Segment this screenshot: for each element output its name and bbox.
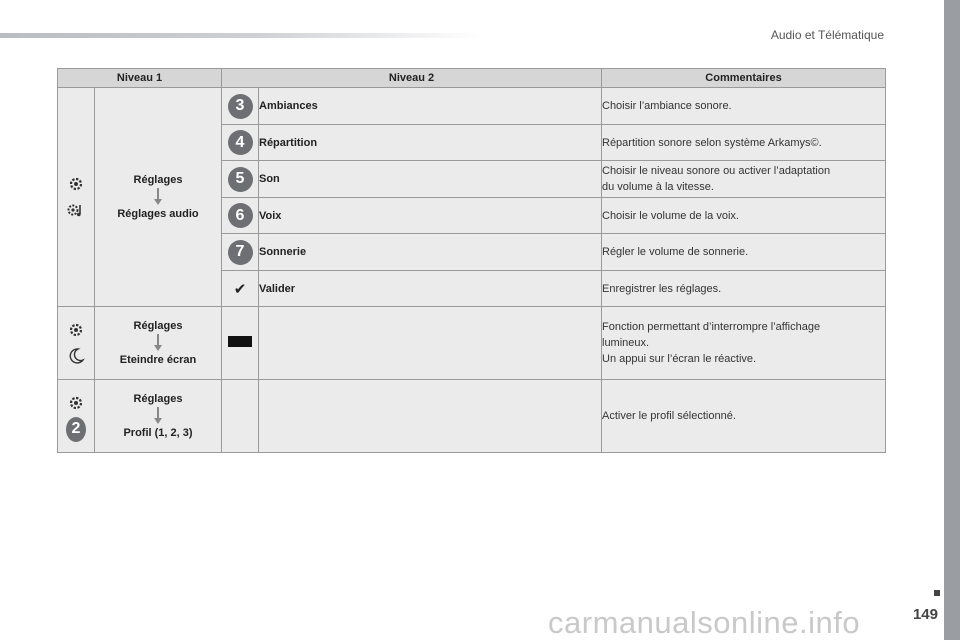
table-row [58, 307, 886, 380]
group1-icons [58, 88, 95, 307]
comment-line: Choisir le niveau sonore ou activer l’adaptation [602, 165, 831, 177]
audio-settings-icon [66, 200, 86, 220]
setting-comment [602, 307, 886, 380]
comment-line: Fonction permettant d’interrompre l’affichage [602, 321, 821, 333]
settings-gear-icon [66, 174, 86, 194]
col-header-level1: Niveau 1 [58, 69, 222, 88]
group3-icons [58, 380, 95, 453]
setting-comment: Enregistrer les réglages. [602, 271, 886, 307]
number-badge: 5 [228, 167, 253, 192]
table-header-row [58, 69, 886, 88]
settings-gear-icon [66, 393, 86, 413]
page-edge-bar [944, 0, 960, 640]
screen-off-icon [228, 336, 252, 347]
group2-menu-path [95, 307, 222, 380]
menu-bottom-label: Réglages audio [117, 208, 199, 220]
setting-label: Son [259, 161, 602, 198]
group2-icons [58, 307, 95, 380]
empty-cell [259, 307, 602, 380]
setting-label: Ambiances [259, 88, 602, 125]
setting-label: Sonnerie [259, 234, 602, 271]
table-row [58, 380, 886, 453]
menu-top-label: Réglages [133, 174, 183, 186]
number-badge: 2 [66, 417, 86, 442]
table-row [58, 88, 886, 125]
number-badge: 7 [228, 240, 253, 265]
setting-comment: Régler le volume de sonnerie. [602, 234, 886, 271]
comment-line: lumineux. [602, 337, 650, 349]
setting-comment [602, 161, 886, 198]
menu-bottom-label: Profil (1, 2, 3) [123, 427, 193, 439]
number-badge: 6 [228, 203, 253, 228]
watermark: carmanualsonline.info [548, 605, 861, 640]
menu-top-label: Réglages [133, 320, 183, 332]
setting-label: Répartition [259, 125, 602, 161]
number-badge: 3 [228, 94, 253, 119]
arrow-down-icon [153, 407, 163, 425]
arrow-down-icon [153, 334, 163, 352]
comment-line: Un appui sur l’écran le réactive. [602, 353, 757, 365]
group3-menu-path [95, 380, 222, 453]
setting-label: Valider [259, 271, 602, 307]
empty-cell [259, 380, 602, 453]
col-header-level2: Niveau 2 [222, 69, 602, 88]
arrow-down-icon [153, 188, 163, 206]
setting-comment: Répartition sonore selon système Arkamys©. [602, 125, 886, 161]
moon-icon [66, 346, 86, 366]
col-header-comments: Commentaires [602, 69, 886, 88]
page-number: 149 [912, 606, 938, 623]
menu-bottom-label: Eteindre écran [119, 354, 197, 366]
page-marker [934, 590, 940, 596]
settings-gear-icon [66, 320, 86, 340]
group1-menu-path [95, 88, 222, 307]
number-badge: 4 [228, 130, 253, 155]
setting-label: Voix [259, 198, 602, 234]
setting-comment: Activer le profil sélectionné. [602, 380, 886, 453]
setting-comment: Choisir le volume de la voix. [602, 198, 886, 234]
empty-cell [222, 380, 259, 453]
menu-top-label: Réglages [133, 393, 183, 405]
settings-table [57, 68, 886, 453]
section-title: Audio et Télématique [770, 28, 884, 42]
setting-comment: Choisir l’ambiance sonore. [602, 88, 886, 125]
comment-line: du volume à la vitesse. [602, 181, 714, 193]
checkmark-icon: ✔ [222, 271, 259, 307]
header-gradient-bar [0, 33, 480, 38]
